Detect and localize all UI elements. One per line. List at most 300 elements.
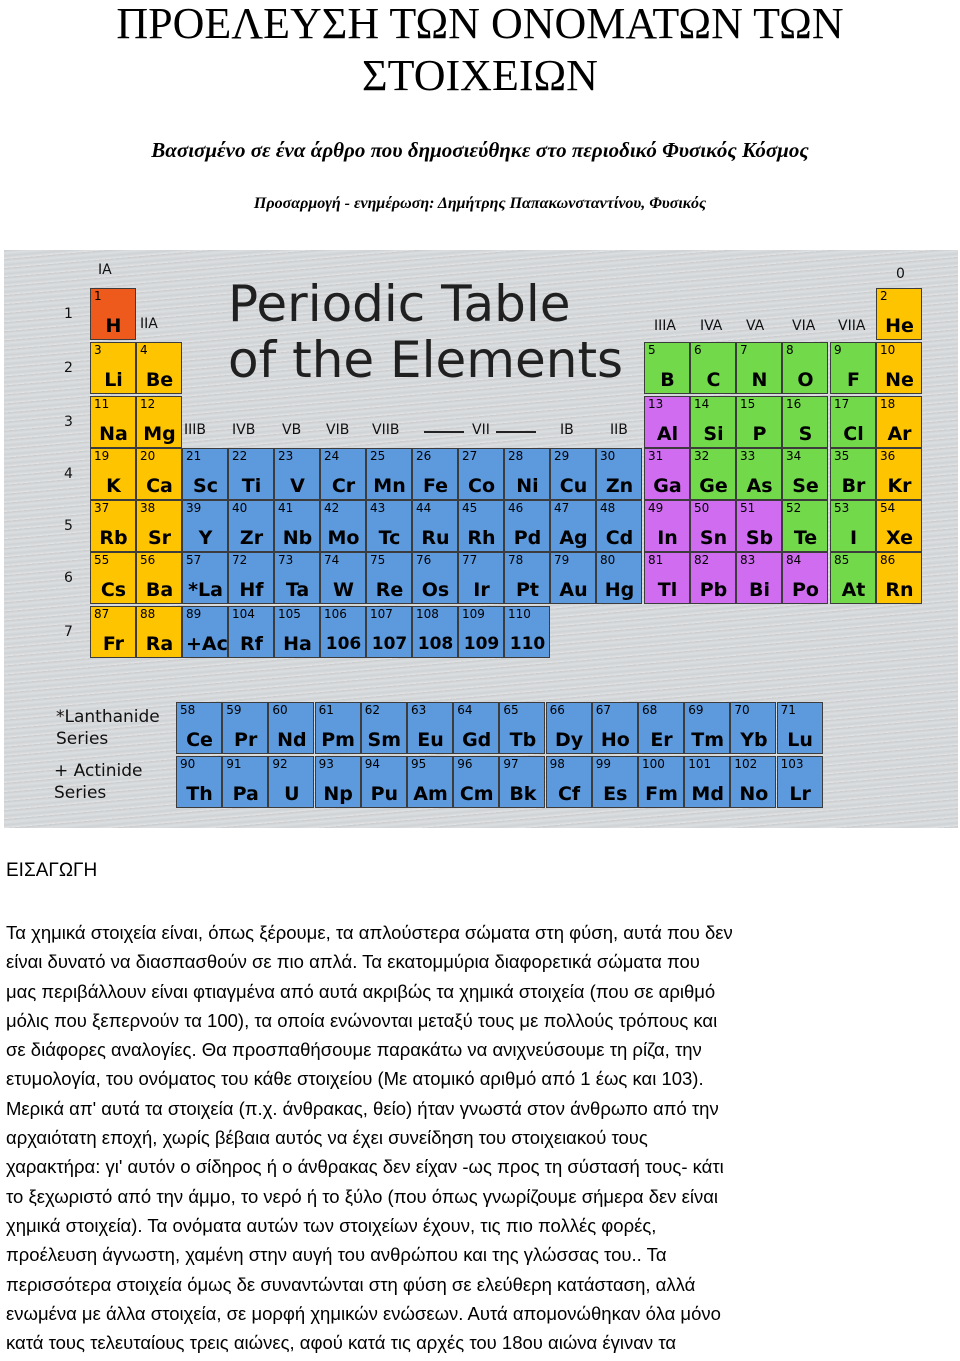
intro-line: κατά τους τελευταίους τρεις αιώνες, αφού κατά τις αρχές του 18ου αιώνα έγιναν τα	[6, 1332, 677, 1354]
atomic-number: 35	[834, 449, 850, 463]
element-symbol: F	[847, 369, 860, 391]
atomic-number: 39	[186, 501, 202, 515]
atomic-number: 109	[462, 607, 485, 621]
element-cell-os	[412, 552, 458, 604]
element-symbol: Ne	[885, 369, 914, 391]
element-symbol: Ir	[473, 579, 490, 601]
atomic-number: 104	[232, 607, 255, 621]
atomic-number: 106	[324, 607, 347, 621]
element-symbol: Sm	[367, 729, 402, 751]
atomic-number: 88	[140, 607, 156, 621]
element-cell-po	[782, 552, 828, 604]
atomic-number: 68	[642, 703, 658, 717]
atomic-number: 31	[648, 449, 664, 463]
lanthanide-cell-nd	[268, 702, 314, 754]
element-symbol: Sc	[193, 475, 218, 497]
group-label: VIIA	[838, 318, 866, 334]
element-symbol: At	[841, 579, 866, 601]
atomic-number: 78	[508, 553, 524, 567]
element-symbol: Cd	[605, 527, 634, 549]
element-cell-ca	[136, 448, 182, 500]
element-cell-n	[736, 342, 782, 394]
element-symbol: Os	[421, 579, 450, 601]
element-cell-nb	[274, 500, 320, 552]
element-symbol: Cr	[331, 475, 356, 497]
atomic-number: 105	[278, 607, 301, 621]
element-cell-107	[366, 606, 412, 658]
lanthanide-cell-sm	[361, 702, 407, 754]
actinide-cell-cm	[453, 756, 499, 808]
element-symbol: Y	[198, 527, 213, 549]
element-cell-mn	[366, 448, 412, 500]
element-symbol: K	[106, 475, 121, 497]
element-symbol: Tl	[657, 579, 678, 601]
atomic-number: 47	[554, 501, 570, 515]
atomic-number: 1	[94, 289, 102, 303]
group-label: IIIB	[184, 422, 206, 438]
element-symbol: Hg	[604, 579, 635, 601]
element-symbol: 110	[509, 634, 546, 654]
element-symbol: Co	[468, 475, 495, 497]
atomic-number: 27	[462, 449, 478, 463]
element-symbol: N	[751, 369, 768, 391]
atomic-number: 26	[416, 449, 432, 463]
atomic-number: 19	[94, 449, 110, 463]
atomic-number: 3	[94, 343, 102, 357]
element-symbol: Sb	[745, 527, 774, 549]
element-symbol: Kr	[887, 475, 912, 497]
group-bracket-line	[496, 431, 536, 433]
element-cell-sc	[182, 448, 228, 500]
atomic-number: 54	[880, 501, 896, 515]
atomic-number: 40	[232, 501, 248, 515]
atomic-number: 86	[880, 553, 896, 567]
atomic-number: 36	[880, 449, 896, 463]
element-symbol: Cl	[843, 423, 864, 445]
atomic-number: 61	[318, 703, 334, 717]
atomic-number: 71	[780, 703, 796, 717]
atomic-number: 15	[740, 397, 756, 411]
element-cell-cr	[320, 448, 366, 500]
atomic-number: 53	[834, 501, 850, 515]
element-symbol: Ba	[145, 579, 174, 601]
element-symbol: Bk	[509, 783, 537, 805]
intro-line: προέλευση άγνωστη, χαμένη στην αυγή του ανθρώπου και της γλώσσας του.. Τα	[6, 1244, 667, 1266]
element-cell-re	[366, 552, 412, 604]
element-symbol: W	[333, 579, 354, 601]
atomic-number: 20	[140, 449, 156, 463]
element-cell-ba	[136, 552, 182, 604]
intro-line: περισσότερα στοιχεία όμως δε συναντώνται στη φύση σε ελεύθερη κατάσταση, αλλά	[6, 1273, 696, 1295]
element-cell-hf	[228, 552, 274, 604]
element-cell-cu	[550, 448, 596, 500]
atomic-number: 58	[180, 703, 196, 717]
credit-line: Προσαρμογή - ενημέρωση: Δημήτρης Παπακωνσταντίνου, Φυσικός	[253, 195, 707, 212]
lanthanide-cell-dy	[546, 702, 592, 754]
atomic-number: 4	[140, 343, 148, 357]
atomic-number: 9	[834, 343, 842, 357]
element-symbol: Pb	[699, 579, 728, 601]
element-cell-p	[736, 396, 782, 448]
atomic-number: 44	[416, 501, 432, 515]
atomic-number: 103	[780, 757, 804, 771]
element-symbol: 108	[417, 634, 454, 654]
atomic-number: 6	[694, 343, 702, 357]
lanthanide-cell-yb	[730, 702, 776, 754]
element-cell-kr	[876, 448, 922, 500]
intro-line: είναι δυνατό να διασπασθούν σε πιο απλά. Τα εκατομμύρια διαφορετικά σώματα που	[6, 951, 700, 973]
period-number: 1	[64, 306, 73, 322]
element-symbol: Cs	[100, 579, 127, 601]
atomic-number: 84	[786, 553, 802, 567]
element-symbol: Rf	[240, 633, 263, 655]
element-symbol: Tc	[378, 527, 401, 549]
element-cell-c	[690, 342, 736, 394]
element-cell-h	[90, 288, 136, 340]
element-cell-ga	[644, 448, 690, 500]
element-cell-f	[830, 342, 876, 394]
atomic-number: 64	[457, 703, 473, 717]
element-symbol: Ni	[516, 475, 539, 497]
atomic-number: 65	[503, 703, 519, 717]
actinide-cell-pa	[222, 756, 268, 808]
element-symbol: Ru	[421, 527, 450, 549]
element-cell-tl	[644, 552, 690, 604]
element-cell-au	[550, 552, 596, 604]
intro-paragraph	[6, 918, 946, 1357]
lanthanide-cell-gd	[453, 702, 499, 754]
actinide-cell-u	[268, 756, 314, 808]
atomic-number: 5	[648, 343, 656, 357]
atomic-number: 18	[880, 397, 896, 411]
atomic-number: 81	[648, 553, 664, 567]
group-label: IB	[560, 422, 574, 438]
atomic-number: 16	[786, 397, 802, 411]
element-cell-fe	[412, 448, 458, 500]
element-symbol: Ga	[653, 475, 682, 497]
atomic-number: 13	[648, 397, 664, 411]
group-label: VIIB	[372, 422, 400, 438]
element-cell-pb	[690, 552, 736, 604]
element-symbol: Se	[792, 475, 819, 497]
atomic-number: 75	[370, 553, 386, 567]
atomic-number: 76	[416, 553, 432, 567]
actinide-cell-lr	[777, 756, 823, 808]
intro-line: Τα χημικά στοιχεία είναι, όπως ξέρουμε, τα απλούστερα σώματα στη φύση, αυτά που δεν	[6, 922, 733, 943]
atomic-number: 62	[364, 703, 381, 717]
atomic-number: 77	[462, 553, 478, 567]
atomic-number: 96	[457, 757, 473, 771]
element-cell-ha	[274, 606, 320, 658]
element-cell-s	[782, 396, 828, 448]
element-cell-ra	[136, 606, 182, 658]
element-cell-110	[504, 606, 550, 658]
group-label: IIB	[610, 422, 628, 438]
element-symbol: Te	[793, 527, 818, 549]
atomic-number: 51	[740, 501, 756, 515]
element-cell-la	[182, 552, 228, 604]
element-cell-fr	[90, 606, 136, 658]
element-symbol: Nb	[282, 527, 313, 549]
atomic-number: 74	[324, 553, 340, 567]
atomic-number: 12	[140, 397, 156, 411]
element-cell-as	[736, 448, 782, 500]
atomic-number: 48	[600, 501, 616, 515]
lanthanide-cell-lu	[777, 702, 823, 754]
element-cell-si	[690, 396, 736, 448]
element-cell-cd	[596, 500, 642, 552]
element-cell-pt	[504, 552, 550, 604]
subtitle: Βασισμένο σε ένα άρθρο που δημοσιεύθηκε στο περιοδικό Φυσικός Κόσμος	[151, 138, 809, 162]
group-label: VIB	[326, 422, 350, 438]
element-symbol: Ca	[146, 475, 173, 497]
period-number: 4	[64, 466, 73, 482]
periodic-table-image	[4, 250, 958, 828]
element-symbol: Bi	[749, 579, 770, 601]
element-cell-106	[320, 606, 366, 658]
element-symbol: No	[739, 783, 769, 805]
element-cell-108	[412, 606, 458, 658]
atomic-number: 25	[370, 449, 386, 463]
element-symbol: B	[660, 369, 675, 391]
element-symbol: Br	[841, 475, 866, 497]
element-symbol: Lr	[789, 783, 811, 805]
element-symbol: Lu	[787, 729, 813, 751]
element-symbol: Er	[650, 729, 673, 751]
element-symbol: Rb	[99, 527, 128, 549]
element-symbol: I	[849, 527, 858, 549]
period-number: 3	[64, 414, 73, 430]
atomic-number: 57	[186, 553, 202, 567]
atomic-number: 49	[648, 501, 664, 515]
atomic-number: 73	[278, 553, 294, 567]
group-label: IIA	[140, 316, 158, 332]
element-cell-ac	[182, 606, 228, 658]
element-symbol: S	[798, 423, 813, 445]
element-cell-mg	[136, 396, 182, 448]
element-cell-al	[644, 396, 690, 448]
element-symbol: Na	[99, 423, 128, 445]
element-cell-sr	[136, 500, 182, 552]
element-symbol: Es	[603, 783, 628, 805]
atomic-number: 34	[786, 449, 802, 463]
element-cell-he	[876, 288, 922, 340]
element-symbol: 109	[463, 634, 500, 654]
element-cell-mo	[320, 500, 366, 552]
element-symbol: Np	[323, 783, 353, 805]
atomic-number: 17	[834, 397, 850, 411]
intro-line: σε διάφορες αναλογίες. Θα προσπαθήσουμε παρακάτω να ανιχνεύσουμε τη ρίζα, την	[6, 1039, 702, 1061]
element-symbol: Mo	[327, 527, 360, 549]
element-cell-109	[458, 606, 504, 658]
element-symbol: Tb	[509, 729, 537, 751]
element-cell-bi	[736, 552, 782, 604]
element-cell-rb	[90, 500, 136, 552]
element-cell-ir	[458, 552, 504, 604]
actinide-series-label: + Actinide Series	[54, 761, 143, 803]
atomic-number: 102	[734, 757, 758, 771]
element-symbol: Pu	[370, 783, 399, 805]
element-cell-cl	[830, 396, 876, 448]
intro-line: ενωμένα με άλλα στοιχεία, σε μορφή χημικών ενώσεων. Αυτά απομονώθηκαν όλα μόνο	[6, 1302, 721, 1324]
element-symbol: H	[105, 315, 122, 337]
element-symbol: Rn	[885, 579, 914, 601]
section-heading: ΕΙΣΑΓΩΓΗ	[6, 860, 98, 881]
element-symbol: Mg	[143, 423, 176, 445]
atomic-number: 8	[786, 343, 794, 357]
atomic-number: 22	[232, 449, 248, 463]
group-label: IA	[98, 262, 112, 278]
period-number: 5	[64, 518, 73, 534]
element-cell-ni	[504, 448, 550, 500]
lanthanide-cell-er	[638, 702, 684, 754]
element-symbol: Cu	[559, 475, 588, 497]
element-symbol: Ar	[887, 423, 912, 445]
element-symbol: Po	[792, 579, 819, 601]
actinide-cell-bk	[499, 756, 545, 808]
page-title	[0, 0, 960, 100]
element-cell-sb	[736, 500, 782, 552]
group-label: 0	[896, 266, 905, 282]
element-symbol: +Ac	[186, 633, 228, 655]
element-symbol: Ti	[241, 475, 262, 497]
atomic-number: 60	[272, 703, 288, 717]
atomic-number: 7	[740, 343, 748, 357]
element-symbol: Eu	[417, 729, 444, 751]
element-cell-b	[644, 342, 690, 394]
intro-line: αρχαιότατη εποχή, χωρίς βέβαια αυτός να έχει συνείδηση του στοιχειακού τους	[6, 1127, 648, 1149]
element-symbol: In	[657, 527, 678, 549]
atomic-number: 107	[370, 607, 393, 621]
period-number: 6	[64, 570, 73, 586]
element-symbol: Be	[145, 369, 174, 391]
actinide-cell-th	[176, 756, 222, 808]
atomic-number: 108	[416, 607, 439, 621]
element-symbol: Hf	[239, 579, 264, 601]
atomic-number: 99	[595, 757, 612, 771]
page-title-line1: ΠΡΟΕΛΕΥΣΗ ΤΩΝ ΟΝΟΜΑΤΩΝ ΤΩΝ	[116, 0, 844, 48]
atomic-number: 93	[318, 757, 334, 771]
atomic-number: 87	[94, 607, 110, 621]
element-symbol: Am	[413, 783, 448, 805]
lanthanide-cell-tm	[684, 702, 730, 754]
atomic-number: 85	[834, 553, 850, 567]
element-cell-na	[90, 396, 136, 448]
element-symbol: O	[797, 369, 814, 391]
atomic-number: 101	[688, 757, 712, 771]
element-symbol: Zr	[239, 527, 264, 549]
element-cell-zr	[228, 500, 274, 552]
element-cell-be	[136, 342, 182, 394]
atomic-number: 23	[278, 449, 294, 463]
atomic-number: 100	[642, 757, 665, 771]
atomic-number: 55	[94, 553, 110, 567]
atomic-number: 30	[600, 449, 616, 463]
element-symbol: Th	[186, 783, 213, 805]
element-cell-pd	[504, 500, 550, 552]
element-symbol: *La	[188, 579, 223, 601]
group-label: IVB	[232, 422, 256, 438]
element-symbol: Ra	[145, 633, 174, 655]
atomic-number: 43	[370, 501, 386, 515]
element-symbol: He	[885, 315, 914, 337]
atomic-number: 89	[186, 607, 202, 621]
atomic-number: 33	[740, 449, 756, 463]
element-cell-rh	[458, 500, 504, 552]
element-cell-br	[830, 448, 876, 500]
atomic-number: 92	[272, 757, 288, 771]
element-symbol: Au	[559, 579, 588, 601]
element-symbol: Sr	[147, 527, 172, 549]
element-symbol: Li	[104, 369, 123, 391]
lanthanide-cell-ho	[592, 702, 638, 754]
element-cell-co	[458, 448, 504, 500]
lanthanide-cell-pm	[315, 702, 361, 754]
element-symbol: Fe	[422, 475, 449, 497]
atomic-number: 91	[226, 757, 242, 771]
atomic-number: 80	[600, 553, 616, 567]
intro-line: μόλις που ξεπερνούν τα 100), τα οποία ενώνονται μεταξύ τους με πολλούς τρόπους και	[6, 1009, 718, 1031]
periodic-table-title	[228, 276, 623, 388]
atomic-number: 45	[462, 501, 478, 515]
element-symbol: Ge	[699, 475, 728, 497]
element-symbol: Ho	[600, 729, 630, 751]
actinide-cell-no	[730, 756, 776, 808]
element-symbol: Gd	[462, 729, 492, 751]
lanthanide-cell-pr	[222, 702, 268, 754]
atomic-number: 63	[411, 703, 427, 717]
atomic-number: 37	[94, 501, 110, 515]
atomic-number: 97	[503, 757, 519, 771]
element-symbol: Cm	[459, 783, 494, 805]
atomic-number: 11	[94, 397, 110, 411]
element-symbol: Nd	[277, 729, 307, 751]
element-cell-ne	[876, 342, 922, 394]
group-label: VB	[282, 422, 302, 438]
intro-line: ετυμολογία, του ονόματος του κάθε στοιχείου (Με ατομικό αριθμό από 1 έως και 103).	[6, 1068, 704, 1090]
element-cell-zn	[596, 448, 642, 500]
element-cell-cs	[90, 552, 136, 604]
element-cell-at	[830, 552, 876, 604]
element-symbol: Cf	[557, 783, 581, 805]
atomic-number: 41	[278, 501, 294, 515]
atomic-number: 52	[786, 501, 802, 515]
atomic-number: 110	[508, 607, 531, 621]
lanthanide-cell-ce	[176, 702, 222, 754]
element-symbol: Pd	[513, 527, 542, 549]
atomic-number: 14	[694, 397, 710, 411]
atomic-number: 24	[324, 449, 340, 463]
element-symbol: Al	[656, 423, 679, 445]
period-number: 7	[64, 624, 73, 640]
atomic-number: 50	[694, 501, 710, 515]
atomic-number: 69	[688, 703, 704, 717]
element-symbol: Pm	[321, 729, 355, 751]
lanthanide-cell-tb	[499, 702, 545, 754]
intro-line: Μερικά απ' αυτά τα στοιχεία (π.χ. άνθρακας, θείο) ήταν γνωστά στον άνθρωπο από την	[6, 1097, 719, 1119]
atomic-number: 66	[549, 703, 565, 717]
element-symbol: Ha	[283, 633, 312, 655]
lanthanide-cell-eu	[407, 702, 453, 754]
intro-line: το ξεχωριστό από την άμμο, το νερό ή το ξύλο (που όπως γνωρίζουμε σήμερα δεν είναι	[6, 1185, 719, 1207]
atomic-number: 98	[549, 757, 565, 771]
group-label: VII	[472, 422, 490, 438]
actinide-cell-pu	[361, 756, 407, 808]
element-symbol: Sn	[699, 527, 728, 549]
element-symbol: Ta	[285, 579, 310, 601]
atomic-number: 32	[694, 449, 710, 463]
element-cell-k	[90, 448, 136, 500]
